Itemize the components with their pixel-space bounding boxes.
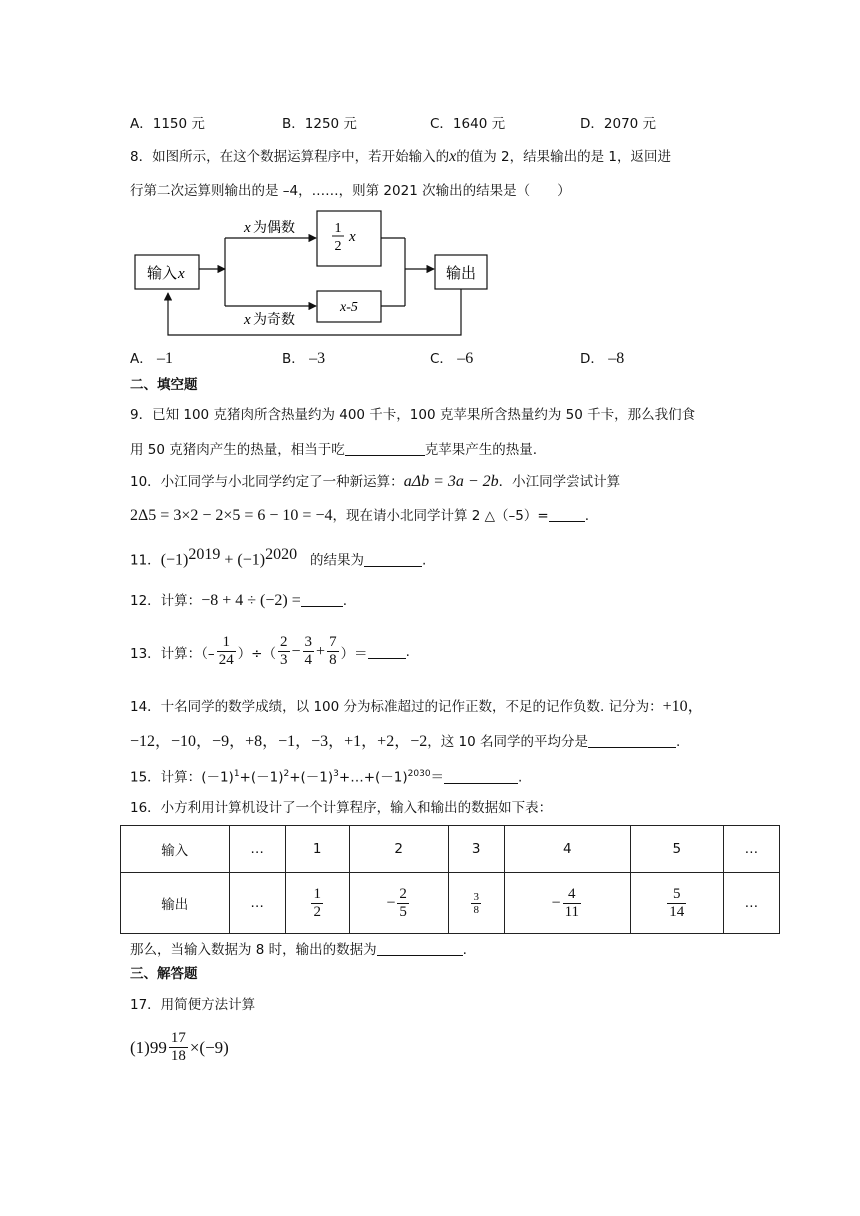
out-frac-den: 2 xyxy=(313,903,321,920)
q7-option-b: B．1250 元 xyxy=(282,116,357,132)
q10-text-d: . xyxy=(584,508,589,524)
q11-base-2: (−1) xyxy=(237,551,266,569)
q13-frac-4-num: 7 xyxy=(329,634,337,650)
q9-blank[interactable] xyxy=(345,441,425,456)
q7-option-d: D．2070 元 xyxy=(580,116,657,132)
q13-frac-2 xyxy=(278,634,290,669)
out-frac xyxy=(667,886,686,921)
out-frac-num: 1 xyxy=(313,885,321,902)
q17-frac-num: 17 xyxy=(170,1030,186,1046)
q8-option-d-label: D． xyxy=(580,351,604,367)
q13-op-1: − xyxy=(291,642,301,660)
table-cell: 4 xyxy=(504,826,630,873)
out-frac-den: 8 xyxy=(473,903,479,916)
section-fill-blank: 二、填空题 xyxy=(130,377,198,393)
q8-text-1b: 的值为 2，结果输出的是 1，返回进 xyxy=(456,149,671,165)
q10-line-1 xyxy=(130,472,620,492)
q9-text-b: 克苹果产生的热量. xyxy=(424,442,538,458)
q13-frac-1 xyxy=(217,634,236,669)
q9-line-1: 9．已知 100 克猪肉所含热量约为 400 千卡，100 克苹果所含热量约为 50 千卡，那么我们食 xyxy=(130,407,696,423)
q10-blank[interactable] xyxy=(549,507,585,522)
q11-base-1: (−1) xyxy=(160,551,189,569)
odd-var: x xyxy=(244,312,251,328)
table-cell: 2 xyxy=(349,826,448,873)
input-var: x xyxy=(178,266,185,282)
q13-op-2: + xyxy=(316,642,326,660)
q11-exp-1: 2019 xyxy=(188,546,221,563)
out-frac-num: 3 xyxy=(473,890,479,903)
q8-option-a-label: A． xyxy=(130,351,153,367)
q13-frac-2-num: 2 xyxy=(280,634,288,650)
q8-option-b-label: B． xyxy=(282,351,305,367)
q15-e3: 3 xyxy=(333,769,339,779)
q13-close: ）＝ xyxy=(340,645,368,662)
q13-frac-1-den: 24 xyxy=(218,652,234,668)
out-frac-den: 11 xyxy=(564,903,580,920)
q12-line xyxy=(130,591,347,611)
input-label: 输入 xyxy=(147,264,178,282)
q10-line-2 xyxy=(130,506,589,526)
out-frac xyxy=(397,886,409,921)
out-sign: − xyxy=(551,894,561,911)
q17-text: 17．用简便方法计算 xyxy=(130,997,256,1013)
q7-option-a: A．1150 元 xyxy=(130,116,205,132)
q8-text-1a: 8．如图所示，在这个数据运算程序中，若开始输入的 xyxy=(130,149,450,165)
table-cell xyxy=(349,873,448,934)
half-den: 2 xyxy=(334,239,342,254)
q15-line xyxy=(130,764,522,788)
q7-option-c: C．1640 元 xyxy=(430,116,506,132)
out-frac-den: 14 xyxy=(669,903,685,920)
q8-option-c-value: –6 xyxy=(457,350,474,367)
q10-text-b: ．小江同学尝试计算 xyxy=(498,474,621,490)
io-table xyxy=(120,825,780,934)
q10-calc: 2Δ5 = 3×2 − 2×5 = 6 − 10 = −4 xyxy=(130,507,333,524)
q17-frac-den: 18 xyxy=(170,1048,186,1064)
q14-text-a: 14．十名同学的数学成绩，以 100 分为标准超过的记作正数，不足的记作负数. 记分为： xyxy=(130,699,663,715)
half-num: 1 xyxy=(334,221,342,236)
q17-frac xyxy=(169,1030,188,1065)
q13-frac-3 xyxy=(303,634,315,669)
half-var: x xyxy=(349,229,356,245)
q8-option-a-value: –1 xyxy=(157,350,174,367)
q12-expr: −8 + 4 ÷ (−2) = xyxy=(201,592,301,609)
table-row-output xyxy=(121,873,780,934)
q8-option-d xyxy=(580,347,624,368)
q8-line-2: 行第二次运算则输出的是 –4，……，则第 2021 次输出的结果是（ ） xyxy=(130,183,571,199)
q11-number: 11． xyxy=(130,552,161,569)
q15-blank[interactable] xyxy=(444,769,518,784)
minus5-expr: x-5 xyxy=(340,300,358,315)
table-cell: 1 xyxy=(285,826,349,873)
q14-text-b: +10， xyxy=(662,698,704,715)
q11-plus: + xyxy=(220,551,238,569)
q13-frac-1-num: 1 xyxy=(222,634,230,650)
q13-blank[interactable] xyxy=(368,644,406,659)
q15-t4: +…+(－1) xyxy=(338,769,408,786)
table-cell: … xyxy=(229,826,285,873)
q8-var-x: x xyxy=(449,148,457,165)
q15-t3: +(－1) xyxy=(289,769,334,786)
q13-end: . xyxy=(405,643,410,660)
out-frac xyxy=(563,886,581,921)
table-row-input xyxy=(121,826,780,873)
q10-text-c: ，现在请小北同学计算 2 △（–5）= xyxy=(332,508,549,524)
return-loop xyxy=(168,289,461,335)
flow-diagram xyxy=(130,205,500,340)
q13-frac-3-num: 3 xyxy=(304,634,313,650)
q12-blank[interactable] xyxy=(301,592,343,607)
q13-frac-4 xyxy=(327,634,339,669)
q15-e2: 2 xyxy=(283,769,290,779)
q17-part-1 xyxy=(130,1030,229,1065)
table-cell: 3 xyxy=(448,826,504,873)
q8-option-b-value: –3 xyxy=(309,350,326,367)
q15-label: 15．计算： xyxy=(130,769,202,786)
even-var: x xyxy=(244,220,251,236)
q14-text-c: ，这 10 名同学的平均分是 xyxy=(427,734,588,750)
q12-end: . xyxy=(342,593,348,609)
q15-t1: (－1) xyxy=(201,769,234,786)
q15-eq: ＝ xyxy=(430,769,445,786)
q17-whole: 99 xyxy=(149,1037,167,1057)
section-solve: 三、解答题 xyxy=(130,966,198,982)
even-label: 为偶数 xyxy=(253,220,295,236)
out-frac-den: 5 xyxy=(399,903,407,920)
output-label: 输出 xyxy=(445,264,477,282)
q9-text-a: 用 50 克猪肉产生的热量，相当于吃 xyxy=(130,442,345,458)
q14-end: . xyxy=(675,734,681,750)
q13-label: 13．计算：（– xyxy=(130,645,215,662)
q8-option-c xyxy=(430,347,473,368)
q17-rest: ×(−9) xyxy=(189,1037,229,1057)
table-cell: … xyxy=(723,873,779,934)
table-cell xyxy=(504,873,630,934)
q11-blank[interactable] xyxy=(364,552,422,567)
odd-label: 为奇数 xyxy=(253,312,295,328)
table-cell: 输出 xyxy=(121,873,230,934)
table-cell: … xyxy=(723,826,779,873)
q16-blank[interactable] xyxy=(377,941,463,956)
q8-option-b xyxy=(282,347,325,368)
out-frac-num: 2 xyxy=(399,885,407,902)
q8-line-1 xyxy=(130,147,671,167)
q14-line-2 xyxy=(130,732,680,752)
q11-exp-2: 2020 xyxy=(265,546,298,563)
q15-t2: +(－1) xyxy=(239,769,284,786)
q8-option-d-value: –8 xyxy=(608,350,625,367)
out-frac-num: 4 xyxy=(568,885,576,902)
q11-text: 的结果为 xyxy=(309,552,364,569)
q15-end: . xyxy=(518,769,523,786)
q14-line-1 xyxy=(130,697,704,717)
out-frac xyxy=(311,886,323,921)
q10-op-definition: aΔb = 3a − 2b xyxy=(403,473,499,490)
q9-line-2 xyxy=(130,440,537,460)
q8-option-a xyxy=(130,347,173,368)
q16-after-end: . xyxy=(462,942,467,958)
q16-text: 16．小方利用计算机设计了一个计算程序，输入和输出的数据如下表： xyxy=(130,800,553,816)
q14-blank[interactable] xyxy=(588,733,676,748)
table-cell: 输入 xyxy=(121,826,230,873)
q8-option-c-label: C． xyxy=(430,351,453,367)
table-cell xyxy=(285,873,349,934)
q17-part-label: (1) xyxy=(130,1037,150,1057)
q16-after xyxy=(130,940,467,960)
q14-scores: −12，−10，−9，+8，−1，−3，+1，+2，−2 xyxy=(130,733,428,750)
table-cell: … xyxy=(229,873,285,934)
q11-end: . xyxy=(421,552,427,569)
q15-e4: 2030 xyxy=(407,769,431,779)
table-cell: 5 xyxy=(630,826,723,873)
q13-frac-2-den: 3 xyxy=(280,652,288,668)
q13-mid: ）÷（ xyxy=(237,645,276,662)
q11-line xyxy=(130,545,426,571)
q10-text-a: 10．小江同学与小北同学约定了一种新运算： xyxy=(130,474,404,490)
q13-line xyxy=(130,634,410,669)
out-frac xyxy=(471,891,481,916)
q16-after-text: 那么，当输入数据为 8 时，输出的数据为 xyxy=(130,942,377,958)
q12-label: 12．计算： xyxy=(130,593,202,609)
q13-frac-4-den: 8 xyxy=(329,652,337,668)
out-frac-num: 5 xyxy=(672,885,681,902)
table-cell xyxy=(630,873,723,934)
q13-frac-3-den: 4 xyxy=(304,652,313,668)
table-cell xyxy=(448,873,504,934)
out-sign: − xyxy=(386,894,396,911)
q15-e1: 1 xyxy=(233,769,240,779)
